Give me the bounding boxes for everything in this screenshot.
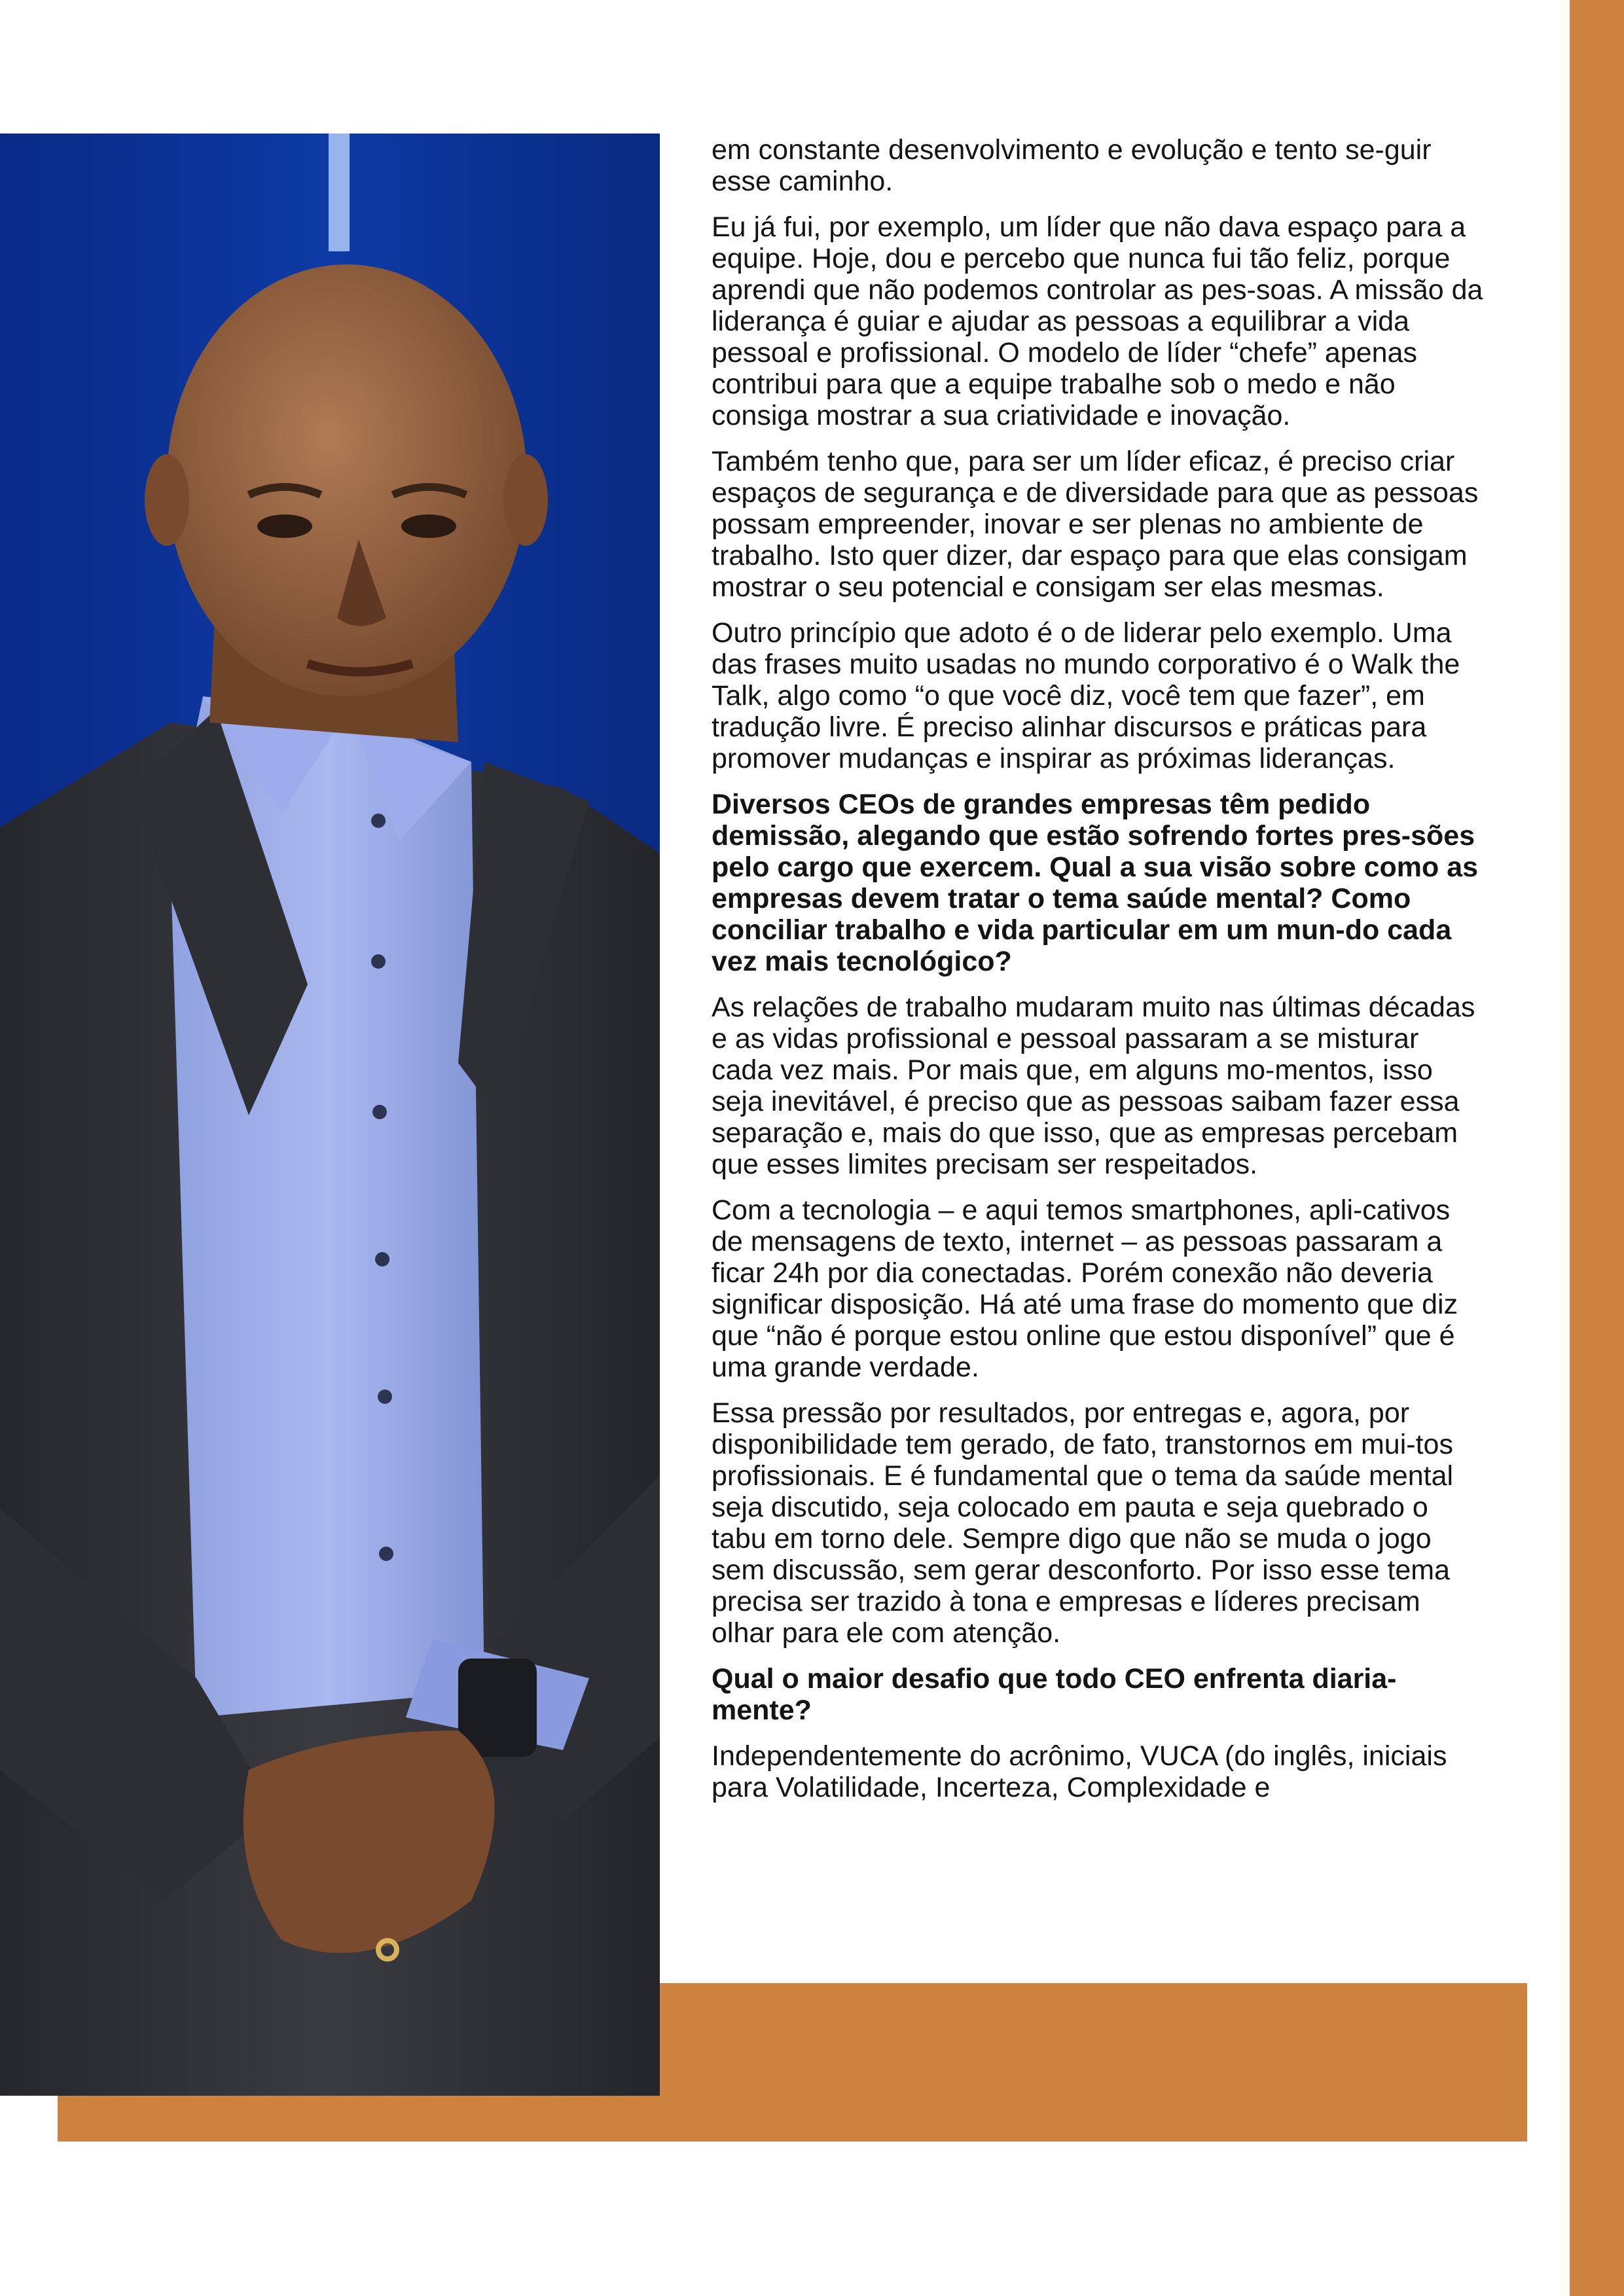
paragraph-answer-2: Eu já fui, por exemplo, um líder que não dava espaço para a equipe. Hoje, dou e percebo que nunca fui tão feliz, porque aprendi que não podemos controlar as pes-soas. A missão da liderança é guiar e ajudar as pessoas a equilibrar a vida pessoal e profissional. O modelo de líder “chefe” apenas contribui para que a equipe trabalhe sob o medo e não consiga mostrar a sua criatividade e inovação. <box>712 211 1483 431</box>
article-body <box>712 134 1484 1818</box>
paragraph-answer-3: Também tenho que, para ser um líder eficaz, é preciso criar espaços de segurança e de diversidade para que as pessoas possam empreender, inovar e ser plenas no ambiente de trabalho. Isto quer dizer, dar espaço para que elas consigam mostrar o seu potencial e consigam ser elas mesmas. <box>712 446 1479 603</box>
paragraph-answer-4: Outro princípio que adoto é o de liderar pelo exemplo. Uma das frases muito usadas no mundo corporativo é o Walk the Talk, algo como “o que você diz, você tem que fazer”, em tradução livre. É preciso alinhar discursos e práticas para promover mudanças e inspirar as próximas lideranças. <box>712 617 1460 774</box>
portrait-illustration <box>0 134 660 2096</box>
paragraph-answer-7: Essa pressão por resultados, por entregas e, agora, por disponibilidade tem gerado, de fato, transtornos em mui-tos profissionais. E é fundamental que o tema da saúde mental seja discutido, seja colocado em pauta e seja quebrado o tabu em torno dele. Sempre digo que não se muda o jogo sem discussão, sem gerar desconforto. Por isso esse tema precisa ser trazido à tona e empresas e líderes precisam olhar para ele com atenção. <box>712 1397 1454 1649</box>
paragraph-answer-1: em constante desenvolvimento e evolução e tento se-guir esse caminho. <box>712 134 1432 197</box>
interview-question-mental-health: Diversos CEOs de grandes empresas têm pedido demissão, alegando que estão sofrendo fortes pres-sões pelo cargo que exercem. Qual a sua visão sobre como as empresas devem tratar o tema saúde mental? Como conciliar trabalho e vida particular em um mun-do cada vez mais tecnológico? <box>712 789 1479 977</box>
interview-question-ceo-challenge: Qual o maior desafio que todo CEO enfrenta diaria-mente? <box>712 1663 1397 1726</box>
decorative-right-stripe <box>1570 0 1624 2296</box>
executive-portrait-photo <box>0 134 660 2096</box>
paragraph-answer-5: As relações de trabalho mudaram muito nas últimas décadas e as vidas profissional e pessoal passaram a se misturar cada vez mais. Por mais que, em alguns mo-mentos, isso seja inevitável, é preciso que as pessoas saibam fazer essa separação e, mais do que isso, que as empresas percebam que esses limites precisam ser respeitados. <box>712 992 1475 1180</box>
paragraph-answer-6: Com a tecnologia – e aqui temos smartphones, apli-cativos de mensagens de texto, internet – as pessoas passaram a ficar 24h por dia conectadas. Porém conexão não deveria significar disposição. Há até uma frase do momento que diz que “não é porque estou online que estou disponível” que é uma grande verdade. <box>712 1194 1458 1383</box>
paragraph-answer-8: Independentemente do acrônimo, VUCA (do inglês, iniciais para Volatilidade, Incerteza, Complexidade e <box>712 1740 1447 1803</box>
